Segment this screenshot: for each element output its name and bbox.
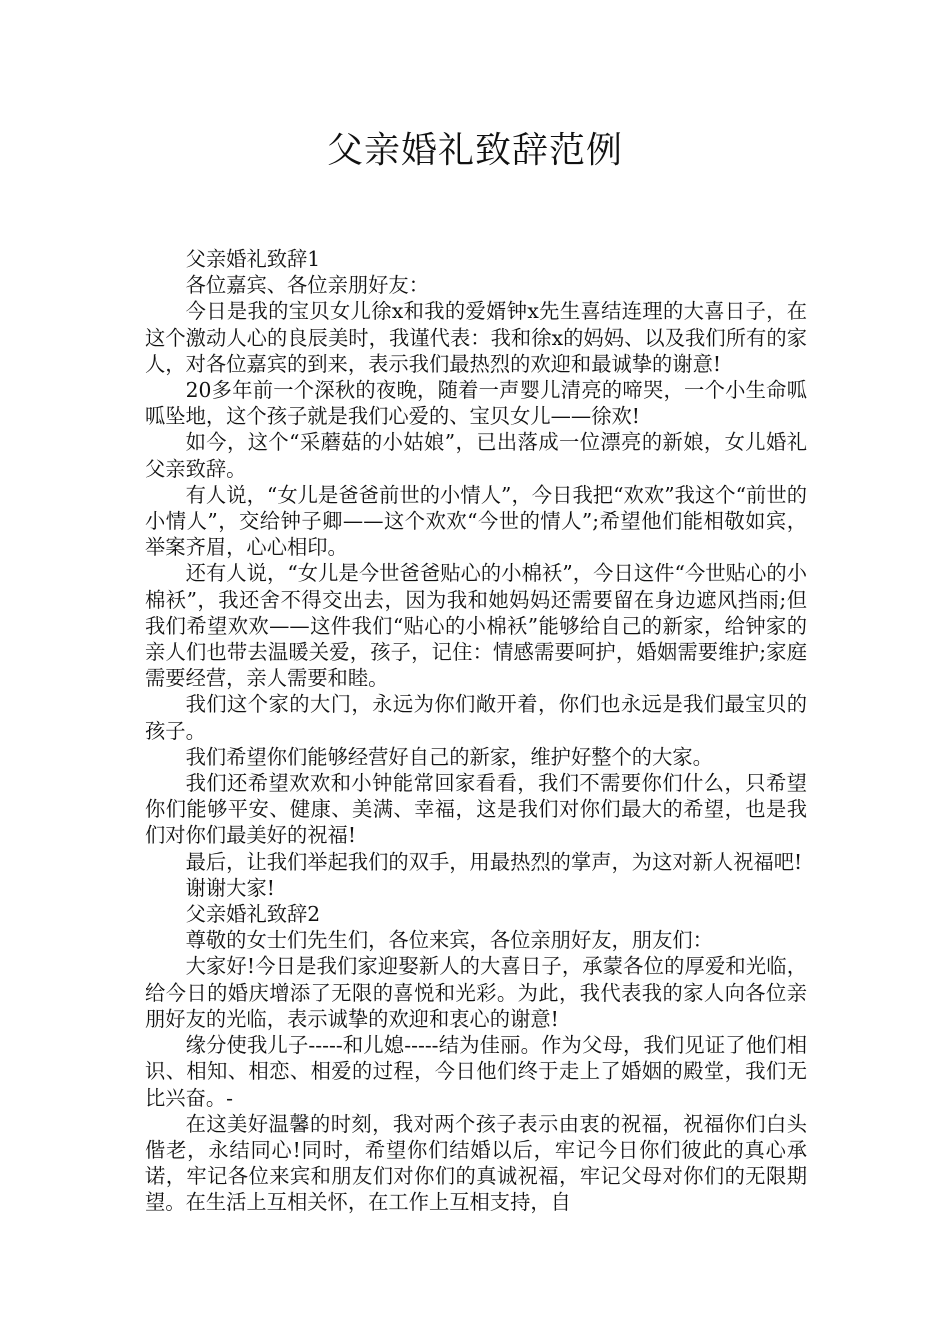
section-heading-1: 父亲婚礼致辞1: [185, 247, 321, 271]
body-paragraph: 20多年前一个深秋的夜晚，随着一声婴儿清亮的啼哭，一个小生命呱呱坠地，这个孩子就是我们心爱的、宝贝女儿——徐欢!: [145, 378, 807, 429]
salutation-paragraph: 各位嘉宾、各位亲朋好友：: [185, 273, 429, 298]
body-paragraph: 大家好!今日是我们家迎娶新人的大喜日子，承蒙各位的厚爱和光临，给今日的婚庆增添了无限的喜悦和光彩。为此，我代表我的家人向各位亲朋好友的光临，表示诚挚的欢迎和衷心的谢意!: [145, 954, 807, 1031]
salutation-paragraph: 尊敬的女士们先生们，各位来宾，各位亲朋好友，朋友们：: [185, 928, 713, 953]
body-paragraph: 还有人说，“女儿是今世爸爸贴心的小棉袄”，今日这件“今世贴心的小棉袄”，我还舍不得交出去，因为我和她妈妈还需要留在身边遮风挡雨;但我们希望欢欢——这件我们“贴心的小棉袄”能够给自己的新家，给钟家的亲人们也带去温暖关爱，孩子，记住：情感需要呵护，婚姻需要维护;家庭需要经营，亲人需要和睦。: [145, 561, 807, 691]
body-paragraph: 我们这个家的大门，永远为你们敞开着，你们也永远是我们最宝贝的孩子。: [145, 692, 807, 743]
section-heading-2: 父亲婚礼致辞2: [185, 902, 321, 927]
body-paragraph: 我们希望你们能够经营好自己的新家，维护好整个的大家。: [185, 744, 713, 769]
body-paragraph: 今日是我的宝贝女儿徐x和我的爱婿钟x先生喜结连理的大喜日子，在这个激动人心的良辰美时，我谨代表：我和徐x的妈妈、以及我们所有的家人，对各位嘉宾的到来，表示我们最热烈的欢迎和最诚挚的谢意!: [145, 299, 807, 376]
body-paragraph: 最后，让我们举起我们的双手，用最热烈的掌声，为这对新人祝福吧!: [185, 849, 803, 874]
body-paragraph: 在这美好温馨的时刻，我对两个孩子表示由衷的祝福，祝福你们白头偕老，永结同心!同时，希望你们结婚以后，牢记今日你们彼此的真心承诺，牢记各位来宾和朋友们对你们的真诚祝福，牢记父母对你们的无限期望。在生活上互相关怀，在工作上互相支持，自: [145, 1111, 807, 1215]
document-body: [145, 246, 807, 1216]
body-paragraph: 有人说，“女儿是爸爸前世的小情人”，今日我把“欢欢”我这个“前世的小情人”，交给钟子卿——这个欢欢“今世的情人”;希望他们能相敬如宾，举案齐眉，心心相印。: [145, 482, 807, 560]
body-paragraph: 我们还希望欢欢和小钟能常回家看看，我们不需要你们什么，只希望你们能够平安、健康、美满、幸福，这是我们对你们最大的希望，也是我们对你们最美好的祝福!: [145, 771, 807, 848]
body-paragraph: 如今，这个“采蘑菇的小姑娘”，已出落成一位漂亮的新娘，女儿婚礼父亲致辞。: [145, 430, 807, 481]
body-paragraph: 缘分使我儿子-----和儿媳-----结为佳丽。作为父母，我们见证了他们相识、相知、相恋、相爱的过程，今日他们终于走上了婚姻的殿堂，我们无比兴奋。-: [145, 1033, 807, 1110]
page-title: 父亲婚礼致辞范例: [326, 130, 623, 171]
closing-paragraph: 谢谢大家!: [185, 875, 275, 900]
